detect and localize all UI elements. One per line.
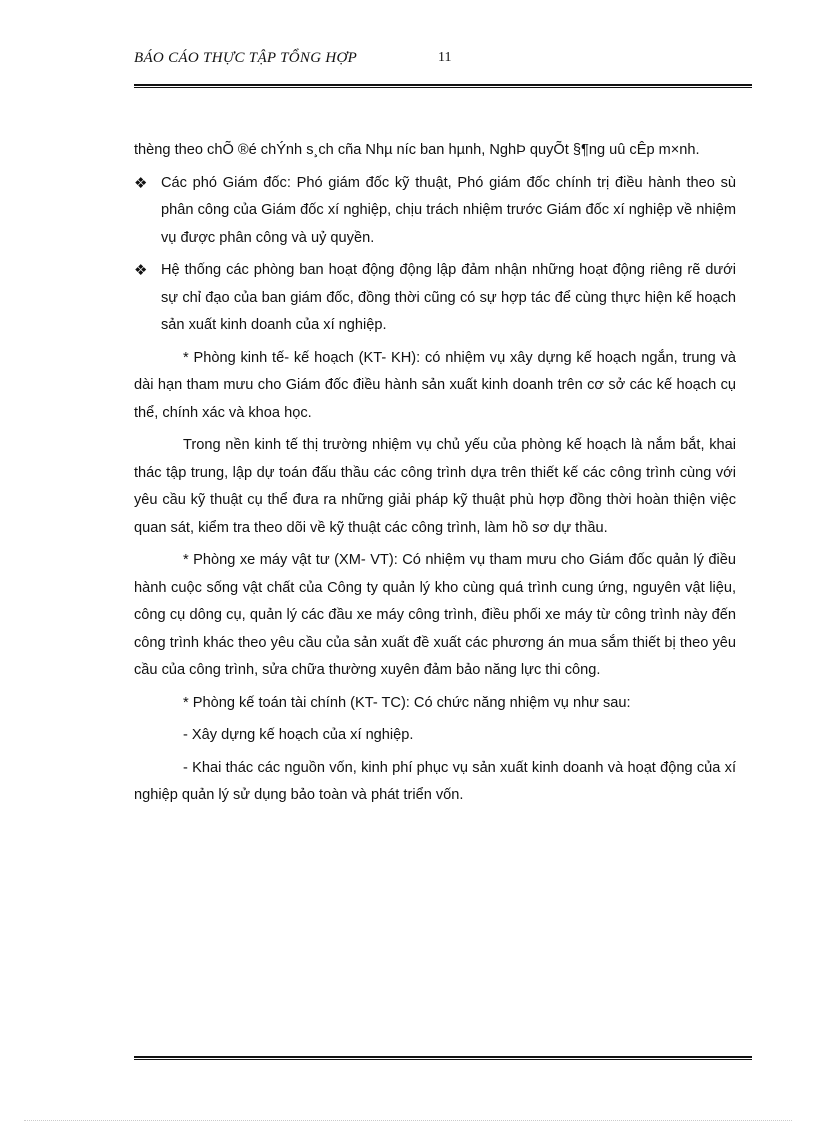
page-header xyxy=(134,50,752,70)
page-number: 11 xyxy=(438,50,452,65)
diamond-bullet-icon: ❖ xyxy=(134,174,148,192)
paragraph-capital: - Khai thác các nguồn vốn, kinh phí phục vụ sản xuất kinh doanh và hoạt động của xí nghiệp quản lý sử dụng bảo toàn và phát triển vốn. xyxy=(134,759,736,803)
diamond-bullet-icon: ❖ xyxy=(134,262,148,279)
paragraph-kt-kh: * Phòng kinh tế- kế hoạch (KT- KH): có nhiệm vụ xây dựng kế hoạch ngắn, trung và dài hạn tham mưu cho Giám đốc điều hành sản xuất kinh doanh trên cơ sở các kế hoạch cụ thể, chính xác và khoa học. xyxy=(134,349,736,421)
page-bottom-edge xyxy=(24,1120,792,1121)
paragraph-xm-vt: * Phòng xe máy vật tư (XM- VT): Có nhiệm vụ tham mưu cho Giám đốc quản lý điều hành cuộc sống vật chất của Công ty quản lý kho cùng quá trình cung ứng, nguyên vật liệu, công cụ dông cụ, quản lý các đầu xe máy công trình, điều phối xe máy từ công trình này đến công trình khác theo yêu cầu của sản xuất đề xuất các phương án mua sắm thiết bị theo yêu cầu của công trình, sửa chữa thường xuyên đảm bảo năng lực thi công. xyxy=(134,552,736,678)
paragraph-market: Trong nền kinh tế thị trường nhiệm vụ chủ yếu của phòng kế hoạch là nắm bắt, khai thác tập trung, lập dự toán đấu thầu các công trình dựa trên thiết kế các công trình cùng với yêu cầu kỹ thuật cụ thể đưa ra những giải pháp kỹ thuật phù hợp đồng thời hoàn thiện việc quan sát, kiểm tra theo dõi về kỹ thuật các công trình, làm hồ sơ dự thầu. xyxy=(134,437,736,536)
header-rule xyxy=(134,84,752,88)
document-body xyxy=(134,137,736,815)
bullet-deputy-directors xyxy=(134,170,736,253)
footer-rule xyxy=(134,1056,752,1060)
header-title: BÁO CÁO THỰC TẬP TỔNG HỢP xyxy=(134,50,358,66)
paragraph-continuation: thèng theo chÕ ®é chÝnh s¸ch cña Nhµ níc ban hµnh, NghÞ quyÕt §¶ng uû cÊp m×nh. xyxy=(134,142,700,158)
bullet-departments-text: Hệ thống các phòng ban hoạt động động lập đảm nhận những hoạt động riêng rẽ dưới sự chỉ đạo của ban giám đốc, đồng thời cũng có sự hợp tác để cùng thực hiện kế hoạch sản xuất kinh doanh của xí nghiệp. xyxy=(161,262,736,333)
paragraph-plan: - Xây dựng kế hoạch của xí nghiệp. xyxy=(183,727,414,743)
bullet-deputy-directors-text: Các phó Giám đốc: Phó giám đốc kỹ thuật, Phó giám đốc chính trị điều hành theo sù phân công của Giám đốc xí nghiệp, chịu trách nhiệm trước Giám đốc xí nghiệp về nhiệm vụ được phân công và uỷ quyền. xyxy=(161,174,736,246)
bullet-departments xyxy=(134,257,736,340)
paragraph-kt-tc: * Phòng kế toán tài chính (KT- TC): Có chức năng nhiệm vụ như sau: xyxy=(183,694,631,711)
